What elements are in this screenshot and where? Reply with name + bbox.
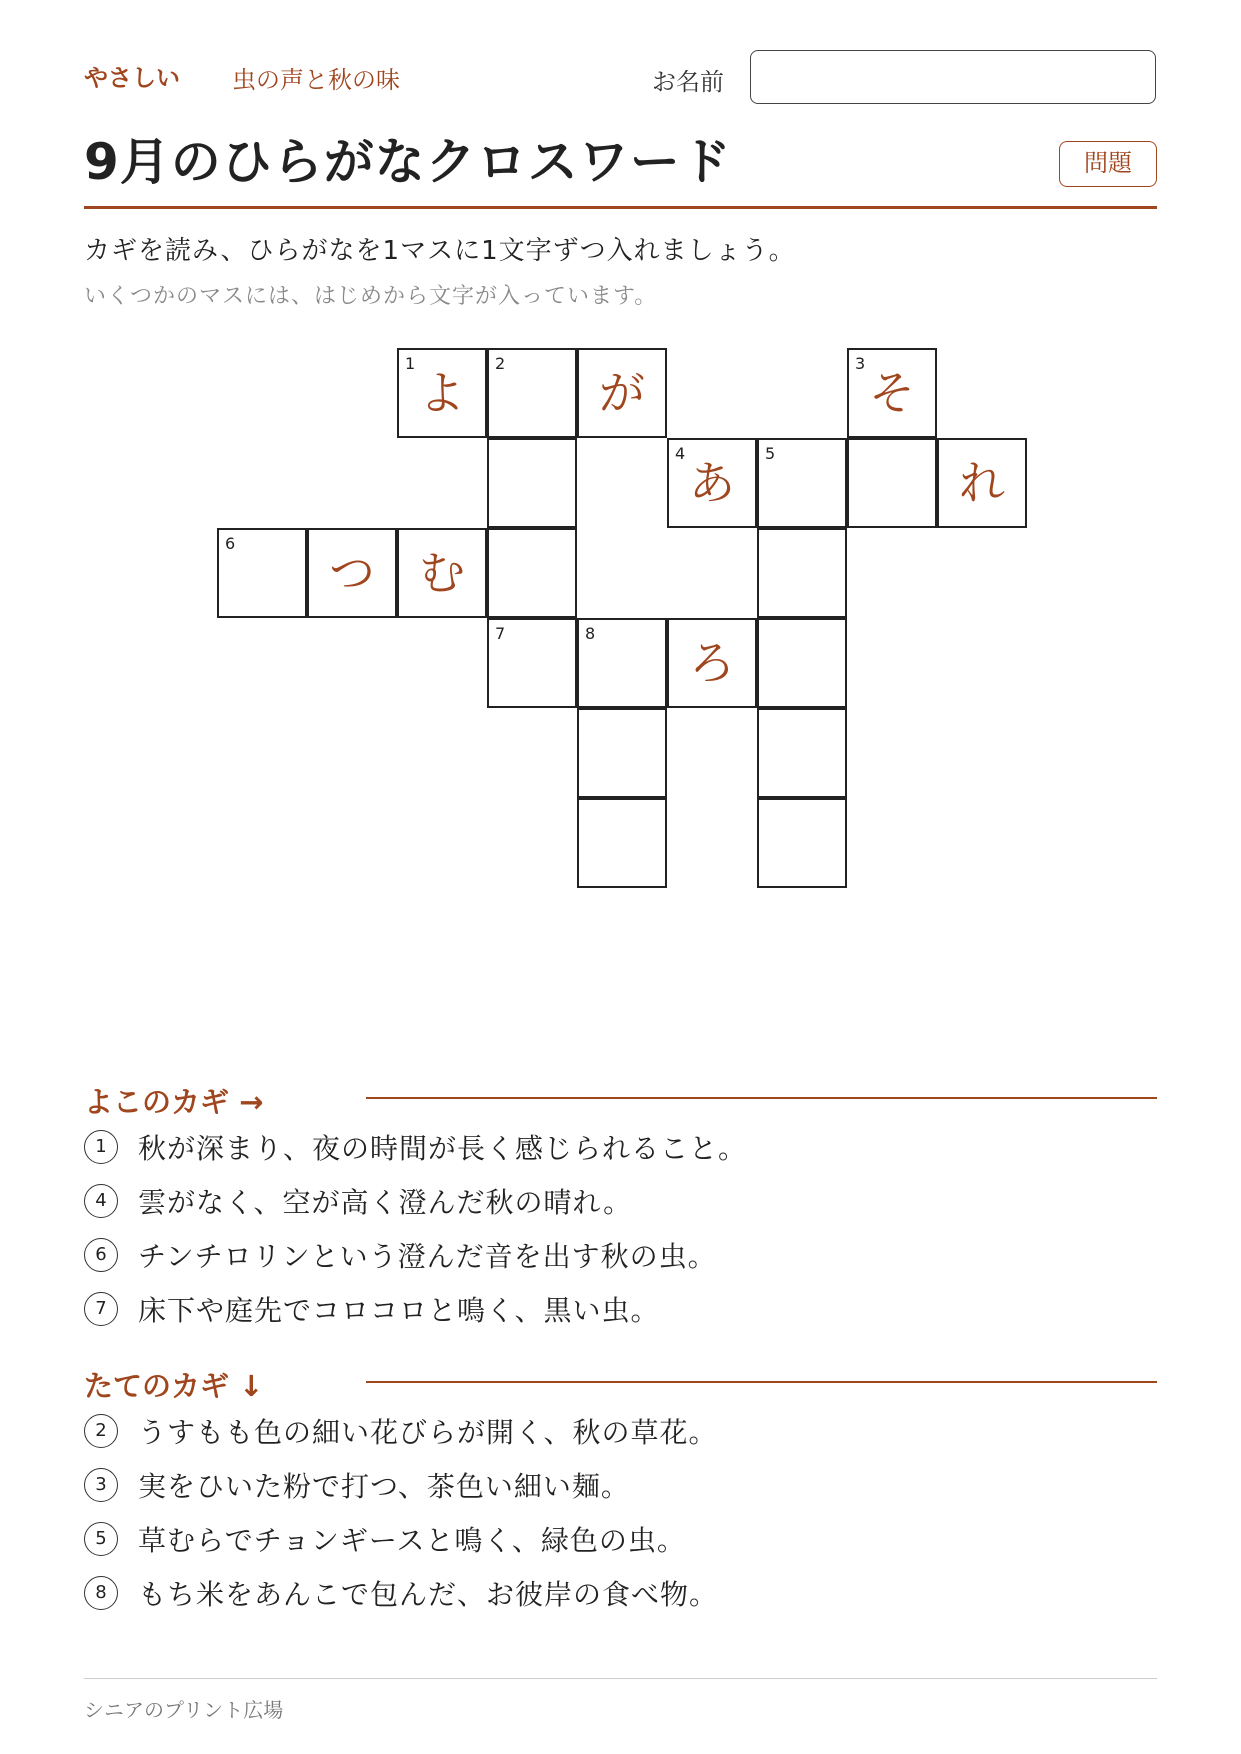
grid-cell[interactable] xyxy=(847,438,937,528)
clue-number-circle: 4 xyxy=(84,1184,118,1218)
cell-number: 7 xyxy=(495,624,506,643)
down-clue-item xyxy=(84,1519,686,1559)
cell-number: 2 xyxy=(495,354,506,373)
grid-cell[interactable] xyxy=(937,438,1027,528)
page-title: 9月のひらがなクロスワード xyxy=(84,133,732,191)
clue-text: 実をひいた粉で打つ、茶色い細い麺。 xyxy=(138,1470,630,1503)
prefilled-char: れ xyxy=(959,456,1005,510)
grid-cell[interactable] xyxy=(667,618,757,708)
down-heading: たてのカギ ↓ xyxy=(84,1369,264,1403)
clue-text: 床下や庭先でコロコロと鳴く、黒い虫。 xyxy=(138,1294,660,1327)
cell-number: 8 xyxy=(585,624,596,643)
clue-number-circle: 8 xyxy=(84,1576,118,1610)
grid-cell[interactable] xyxy=(667,438,757,528)
title-divider xyxy=(84,206,1157,209)
grid-cell[interactable] xyxy=(487,348,577,438)
clue-text: 秋が深まり、夜の時間が長く感じられること。 xyxy=(138,1132,748,1165)
footer-site-name: シニアのプリント広場 xyxy=(84,1698,284,1722)
clue-text: もち米をあんこで包んだ、お彼岸の食べ物。 xyxy=(138,1578,719,1611)
grid-cell[interactable] xyxy=(397,348,487,438)
down-clue-item xyxy=(84,1573,718,1613)
prefilled-char: が xyxy=(599,366,645,420)
prefilled-char: ろ xyxy=(689,636,735,690)
grid-cell[interactable] xyxy=(757,708,847,798)
instruction-sub: いくつかのマスには、はじめから文字が入っています。 xyxy=(84,284,658,309)
cell-number: 3 xyxy=(855,354,866,373)
grid-cell[interactable] xyxy=(307,528,397,618)
across-clue-item xyxy=(84,1181,632,1221)
down-clue-item xyxy=(84,1411,717,1451)
grid-cell[interactable] xyxy=(577,708,667,798)
prefilled-char: つ xyxy=(329,546,375,600)
cell-number: 4 xyxy=(675,444,686,463)
theme-label: 虫の声と秋の味 xyxy=(232,66,400,94)
problem-badge: 問題 xyxy=(1059,141,1157,187)
grid-cell[interactable] xyxy=(577,348,667,438)
clue-text: 雲がなく、空が高く澄んだ秋の晴れ。 xyxy=(138,1186,633,1219)
clue-number-circle: 6 xyxy=(84,1238,118,1272)
name-label: お名前 xyxy=(652,68,724,96)
clue-number-circle: 3 xyxy=(84,1468,118,1502)
clue-text: 草むらでチョンギースと鳴く、緑色の虫。 xyxy=(138,1524,686,1557)
cell-number: 6 xyxy=(225,534,236,553)
down-clue-item xyxy=(84,1465,630,1505)
clue-number-circle: 2 xyxy=(84,1414,118,1448)
grid-cell[interactable] xyxy=(487,618,577,708)
cell-number: 5 xyxy=(765,444,776,463)
grid-cell[interactable] xyxy=(577,618,667,708)
clue-number-circle: 1 xyxy=(84,1130,118,1164)
grid-cell[interactable] xyxy=(757,528,847,618)
grid-cell[interactable] xyxy=(217,528,307,618)
clue-number-circle: 7 xyxy=(84,1292,118,1326)
prefilled-char: あ xyxy=(689,456,735,510)
across-heading: よこのカギ → xyxy=(84,1085,264,1119)
across-clue-item xyxy=(84,1127,747,1167)
across-divider xyxy=(366,1097,1157,1099)
instruction-main: カギを読み、ひらがなを1マスに1文字ずつ入れましょう。 xyxy=(84,236,796,266)
grid-cell[interactable] xyxy=(847,348,937,438)
prefilled-char: む xyxy=(419,546,465,600)
name-input-box[interactable] xyxy=(750,50,1156,104)
across-clue-item xyxy=(84,1235,717,1275)
grid-cell[interactable] xyxy=(757,618,847,708)
crossword-grid xyxy=(217,348,1027,888)
difficulty-label: やさしい xyxy=(84,64,180,92)
prefilled-char: よ xyxy=(419,366,465,420)
grid-cell[interactable] xyxy=(487,528,577,618)
clue-number-circle: 5 xyxy=(84,1522,118,1556)
across-clue-item xyxy=(84,1289,659,1329)
grid-cell[interactable] xyxy=(577,798,667,888)
grid-cell[interactable] xyxy=(487,438,577,528)
prefilled-char: そ xyxy=(869,366,915,420)
down-divider xyxy=(366,1381,1157,1383)
clue-text: チンチロリンという澄んだ音を出す秋の虫。 xyxy=(138,1240,717,1273)
grid-cell[interactable] xyxy=(757,438,847,528)
grid-cell[interactable] xyxy=(757,798,847,888)
footer-divider xyxy=(84,1678,1157,1679)
grid-cell[interactable] xyxy=(397,528,487,618)
clue-text: うすもも色の細い花びらが開く、秋の草花。 xyxy=(138,1416,718,1449)
cell-number: 1 xyxy=(405,354,416,373)
